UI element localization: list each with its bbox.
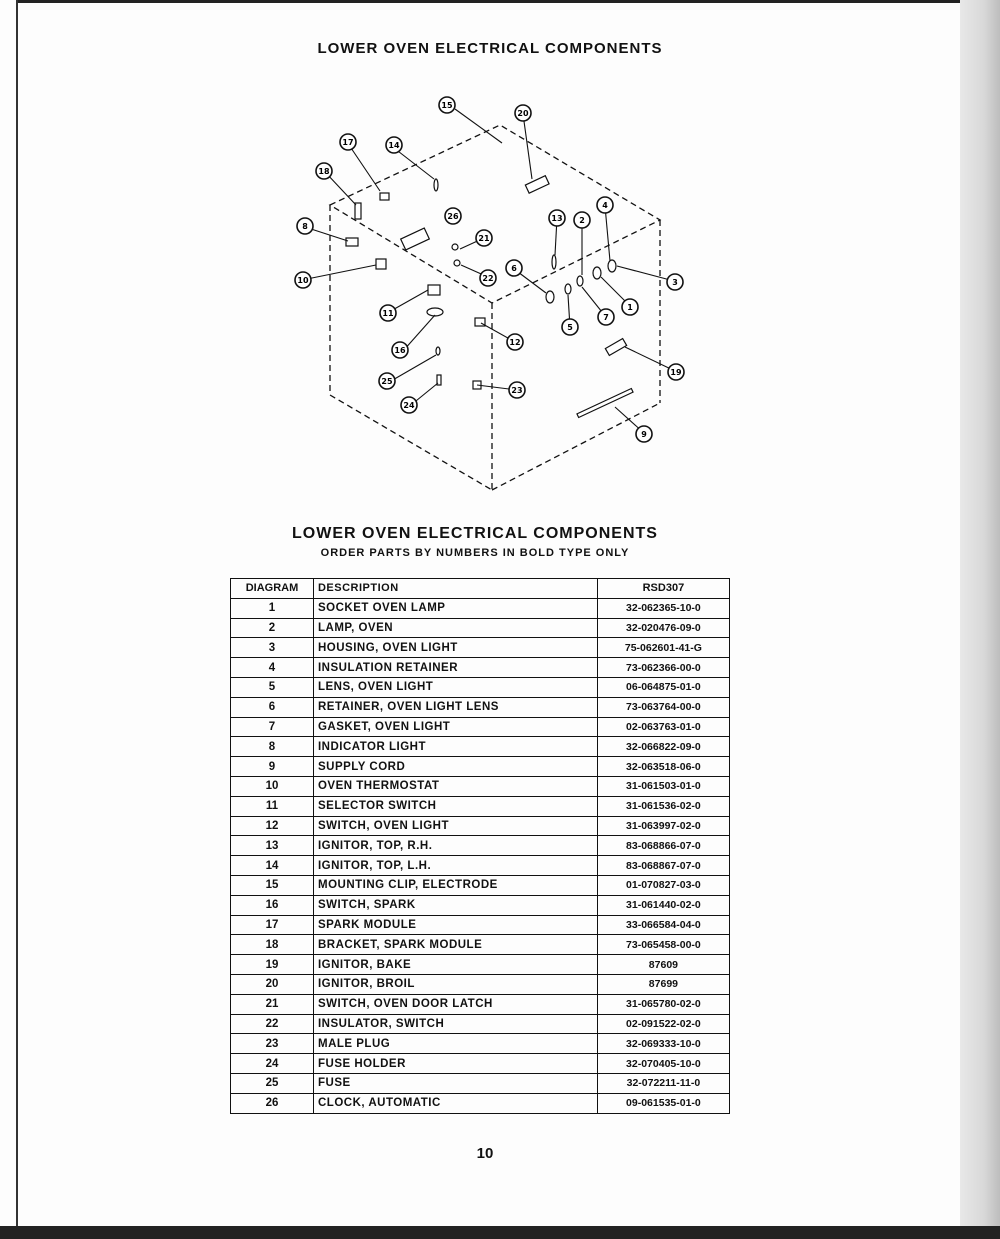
cell-part-number: 02-091522-02-0 xyxy=(597,1014,729,1034)
header-diagram: DIAGRAM xyxy=(231,579,314,599)
callout-20 xyxy=(515,105,531,121)
scan-border-left xyxy=(16,0,18,1230)
exploded-parts-diagram xyxy=(270,85,710,495)
cell-description: SWITCH, OVEN DOOR LATCH xyxy=(313,994,597,1014)
scan-margin-right xyxy=(960,0,1000,1239)
table-row xyxy=(231,1073,730,1093)
cell-diagram: 6 xyxy=(231,697,314,717)
cell-diagram: 16 xyxy=(231,895,314,915)
cell-part-number: 32-062365-10-0 xyxy=(597,598,729,618)
cell-description: SPARK MODULE xyxy=(313,915,597,935)
table-row xyxy=(231,618,730,638)
cell-diagram: 17 xyxy=(231,915,314,935)
table-row xyxy=(231,895,730,915)
table-row xyxy=(231,1014,730,1034)
cell-part-number: 75-062601-41-G xyxy=(597,638,729,658)
cell-description: BRACKET, SPARK MODULE xyxy=(313,935,597,955)
cell-part-number: 73-063764-00-0 xyxy=(597,697,729,717)
cell-description: LAMP, OVEN xyxy=(313,618,597,638)
table-row xyxy=(231,737,730,757)
cell-part-number: 09-061535-01-0 xyxy=(597,1093,729,1113)
callout-label: 20 xyxy=(517,109,529,118)
cell-diagram: 13 xyxy=(231,836,314,856)
cell-part-number: 31-061440-02-0 xyxy=(597,895,729,915)
cell-part-number: 32-069333-10-0 xyxy=(597,1034,729,1054)
table-row xyxy=(231,677,730,697)
table-row xyxy=(231,935,730,955)
cell-part-number: 31-065780-02-0 xyxy=(597,994,729,1014)
cell-diagram: 5 xyxy=(231,677,314,697)
cell-part-number: 01-070827-03-0 xyxy=(597,875,729,895)
table-row xyxy=(231,955,730,975)
table-row xyxy=(231,776,730,796)
callout-label: 9 xyxy=(641,430,647,439)
cell-part-number: 73-065458-00-0 xyxy=(597,935,729,955)
callout-19 xyxy=(668,364,684,380)
callout-label: 26 xyxy=(447,212,459,221)
callout-label: 15 xyxy=(441,101,453,110)
cell-part-number: 83-068866-07-0 xyxy=(597,836,729,856)
cell-diagram: 25 xyxy=(231,1073,314,1093)
cell-description: OVEN THERMOSTAT xyxy=(313,776,597,796)
callout-label: 12 xyxy=(509,338,521,347)
callout-10 xyxy=(295,272,311,288)
callout-8 xyxy=(297,218,313,234)
cell-description: SOCKET OVEN LAMP xyxy=(313,598,597,618)
table-row xyxy=(231,717,730,737)
callout-9 xyxy=(636,426,652,442)
scan-border-bottom xyxy=(0,1226,1000,1239)
cell-description: FUSE HOLDER xyxy=(313,1054,597,1074)
cell-description: LENS, OVEN LIGHT xyxy=(313,677,597,697)
callout-5 xyxy=(562,319,578,335)
cell-diagram: 24 xyxy=(231,1054,314,1074)
cell-part-number: 06-064875-01-0 xyxy=(597,677,729,697)
table-row xyxy=(231,875,730,895)
cell-part-number: 73-062366-00-0 xyxy=(597,658,729,678)
parts-table-body xyxy=(231,598,730,1113)
callout-18 xyxy=(316,163,332,179)
header-description: DESCRIPTION xyxy=(313,579,597,599)
table-row xyxy=(231,598,730,618)
callout-14 xyxy=(386,137,402,153)
table-row xyxy=(231,994,730,1014)
table-title: LOWER OVEN ELECTRICAL COMPONENTS xyxy=(292,525,658,542)
callout-12 xyxy=(507,334,523,350)
cell-description: SWITCH, SPARK xyxy=(313,895,597,915)
callout-label: 2 xyxy=(579,216,585,225)
cell-description: IGNITOR, TOP, R.H. xyxy=(313,836,597,856)
callout-1 xyxy=(622,299,638,315)
callout-label: 3 xyxy=(672,278,678,287)
callout-label: 16 xyxy=(394,346,406,355)
callout-3 xyxy=(667,274,683,290)
cell-description: HOUSING, OVEN LIGHT xyxy=(313,638,597,658)
callout-label: 18 xyxy=(318,167,330,176)
cell-diagram: 1 xyxy=(231,598,314,618)
table-subtitle: ORDER PARTS BY NUMBERS IN BOLD TYPE ONLY xyxy=(320,547,630,559)
callout-25 xyxy=(379,373,395,389)
cell-description: GASKET, OVEN LIGHT xyxy=(313,717,597,737)
cell-diagram: 11 xyxy=(231,796,314,816)
cell-part-number: 31-061536-02-0 xyxy=(597,796,729,816)
table-row xyxy=(231,836,730,856)
header-model: RSD307 xyxy=(597,579,729,599)
cell-part-number: 02-063763-01-0 xyxy=(597,717,729,737)
cell-diagram: 18 xyxy=(231,935,314,955)
callout-label: 6 xyxy=(511,264,517,273)
callout-label: 21 xyxy=(478,234,490,243)
cell-description: MOUNTING CLIP, ELECTRODE xyxy=(313,875,597,895)
callout-label: 4 xyxy=(602,201,608,210)
callout-label: 14 xyxy=(388,141,400,150)
callout-24 xyxy=(401,397,417,413)
table-row xyxy=(231,856,730,876)
callout-4 xyxy=(597,197,613,213)
callout-label: 25 xyxy=(381,377,393,386)
table-row xyxy=(231,1034,730,1054)
cell-diagram: 21 xyxy=(231,994,314,1014)
callout-label: 23 xyxy=(511,386,523,395)
callout-26 xyxy=(445,208,461,224)
scan-border-top xyxy=(18,0,962,3)
cell-diagram: 2 xyxy=(231,618,314,638)
cell-diagram: 20 xyxy=(231,974,314,994)
table-header-row xyxy=(231,579,730,599)
cell-description: RETAINER, OVEN LIGHT LENS xyxy=(313,697,597,717)
cell-diagram: 14 xyxy=(231,856,314,876)
cell-description: MALE PLUG xyxy=(313,1034,597,1054)
table-row xyxy=(231,658,730,678)
cell-description: INSULATION RETAINER xyxy=(313,658,597,678)
cell-part-number: 32-072211-11-0 xyxy=(597,1073,729,1093)
callout-label: 1 xyxy=(627,303,633,312)
callout-15 xyxy=(439,97,455,113)
cell-part-number: 32-020476-09-0 xyxy=(597,618,729,638)
callout-6 xyxy=(506,260,522,276)
callout-16 xyxy=(392,342,408,358)
table-row xyxy=(231,757,730,777)
callout-label: 19 xyxy=(670,368,682,377)
callout-21 xyxy=(476,230,492,246)
page-number: 10 xyxy=(476,1145,494,1162)
callout-17 xyxy=(340,134,356,150)
callout-23 xyxy=(509,382,525,398)
cell-part-number: 32-070405-10-0 xyxy=(597,1054,729,1074)
cell-description: CLOCK, AUTOMATIC xyxy=(313,1093,597,1113)
cell-description: INDICATOR LIGHT xyxy=(313,737,597,757)
cell-part-number: 32-066822-09-0 xyxy=(597,737,729,757)
callout-11 xyxy=(380,305,396,321)
cell-diagram: 3 xyxy=(231,638,314,658)
table-row xyxy=(231,796,730,816)
callout-label: 5 xyxy=(567,323,573,332)
cell-diagram: 12 xyxy=(231,816,314,836)
cell-part-number: 33-066584-04-0 xyxy=(597,915,729,935)
cell-part-number: 32-063518-06-0 xyxy=(597,757,729,777)
callout-label: 11 xyxy=(382,309,394,318)
callout-7 xyxy=(598,309,614,325)
callout-label: 17 xyxy=(342,138,354,147)
cell-diagram: 19 xyxy=(231,955,314,975)
callout-2 xyxy=(574,212,590,228)
cell-diagram: 26 xyxy=(231,1093,314,1113)
table-row xyxy=(231,1093,730,1113)
cell-diagram: 23 xyxy=(231,1034,314,1054)
callout-label: 10 xyxy=(297,276,309,285)
callout-label: 8 xyxy=(302,222,308,231)
table-row xyxy=(231,697,730,717)
cell-part-number: 83-068867-07-0 xyxy=(597,856,729,876)
page-title: LOWER OVEN ELECTRICAL COMPONENTS xyxy=(317,40,663,57)
cell-description: IGNITOR, TOP, L.H. xyxy=(313,856,597,876)
table-row xyxy=(231,974,730,994)
cell-diagram: 22 xyxy=(231,1014,314,1034)
table-row xyxy=(231,638,730,658)
callout-label: 22 xyxy=(482,274,494,283)
cell-diagram: 7 xyxy=(231,717,314,737)
table-row xyxy=(231,1054,730,1074)
cell-description: SELECTOR SWITCH xyxy=(313,796,597,816)
cell-diagram: 8 xyxy=(231,737,314,757)
callout-label: 7 xyxy=(603,313,609,322)
cell-part-number: 87609 xyxy=(597,955,729,975)
cell-description: FUSE xyxy=(313,1073,597,1093)
cell-diagram: 4 xyxy=(231,658,314,678)
callout-label: 13 xyxy=(551,214,563,223)
cell-description: SWITCH, OVEN LIGHT xyxy=(313,816,597,836)
callout-label: 24 xyxy=(403,401,415,410)
cell-part-number: 87699 xyxy=(597,974,729,994)
cell-description: IGNITOR, BROIL xyxy=(313,974,597,994)
cell-diagram: 10 xyxy=(231,776,314,796)
table-row xyxy=(231,915,730,935)
cell-description: SUPPLY CORD xyxy=(313,757,597,777)
callout-22 xyxy=(480,270,496,286)
parts-table xyxy=(230,578,730,1114)
table-row xyxy=(231,816,730,836)
cell-diagram: 9 xyxy=(231,757,314,777)
cell-description: INSULATOR, SWITCH xyxy=(313,1014,597,1034)
cell-part-number: 31-061503-01-0 xyxy=(597,776,729,796)
cell-diagram: 15 xyxy=(231,875,314,895)
oven-cavity-outline xyxy=(330,125,660,490)
callout-13 xyxy=(549,210,565,226)
cell-description: IGNITOR, BAKE xyxy=(313,955,597,975)
cell-part-number: 31-063997-02-0 xyxy=(597,816,729,836)
